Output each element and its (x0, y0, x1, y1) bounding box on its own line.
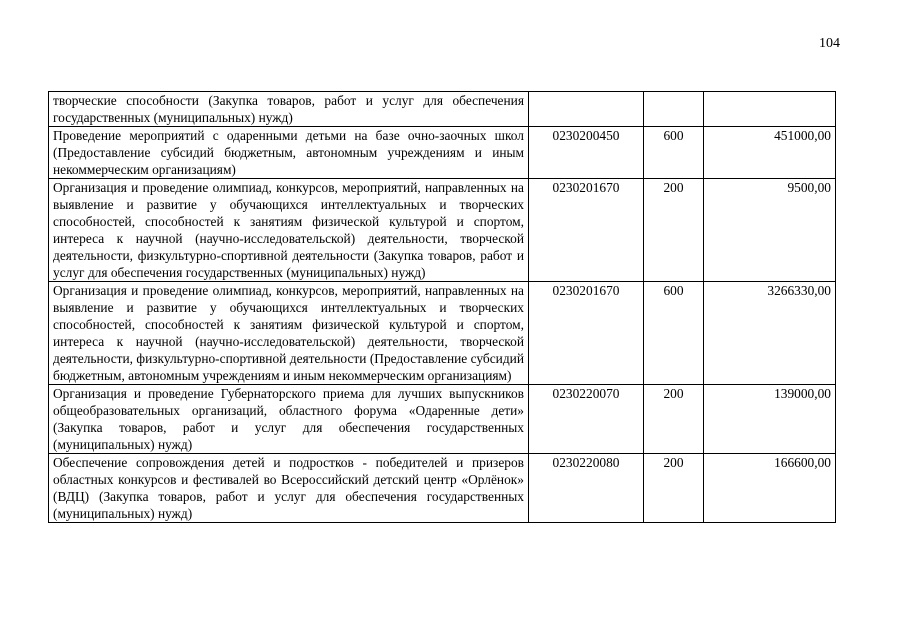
expense-type-code: 200 (644, 179, 704, 282)
target-article-code: 0230200450 (529, 127, 644, 179)
row-description: Обеспечение сопровождения детей и подростков - победителей и призеров областных конкурсов и фестивалей во Всероссийский детский центр «Орлёнок» (ВДЦ) (Закупка товаров, работ и услуг для обеспечения государственных (муниципальных) нужд) (49, 454, 529, 523)
row-description: Организация и проведение Губернаторского приема для лучших выпускников общеобразовательных организаций, областного форума «Одаренные дети» (Закупка товаров, работ и услуг для обеспечения государственных (муниципальных) нужд) (49, 385, 529, 454)
target-article-code (529, 92, 644, 127)
row-description: Организация и проведение олимпиад, конкурсов, мероприятий, направленных на выявление и развитие у обучающихся интеллектуальных и творческих способностей, способностей к занятиям физической культурой и спортом, интереса к научной (научно-исследовательской) деятельности, творческой деятельности, физкультурно-спортивной деятельности (Предоставление субсидий бюджетным, автономным учреждениям и иным некоммерческим организациям) (49, 282, 529, 385)
table-row (49, 92, 836, 127)
amount-value: 451000,00 (704, 127, 836, 179)
amount-value: 9500,00 (704, 179, 836, 282)
row-description: Организация и проведение олимпиад, конкурсов, мероприятий, направленных на выявление и развитие у обучающихся интеллектуальных и творческих способностей, способностей к занятиям физической культурой и спортом, интереса к научной (научно-исследовательской) деятельности, творческой деятельности, физкультурно-спортивной деятельности (Закупка товаров, работ и услуг для обеспечения государственных (муниципальных) нужд) (49, 179, 529, 282)
row-description: творческие способности (Закупка товаров, работ и услуг для обеспечения государственных (муниципальных) нужд) (49, 92, 529, 127)
table-row (49, 454, 836, 523)
expense-type-code: 600 (644, 282, 704, 385)
target-article-code: 0230220070 (529, 385, 644, 454)
table-row (49, 127, 836, 179)
expense-type-code: 600 (644, 127, 704, 179)
row-description: Проведение мероприятий с одаренными детьми на базе очно-заочных школ (Предоставление субсидий бюджетным, автономным учреждениям и иным некоммерческим организациям) (49, 127, 529, 179)
expense-type-code: 200 (644, 385, 704, 454)
amount-value: 139000,00 (704, 385, 836, 454)
budget-table (48, 91, 836, 523)
target-article-code: 0230201670 (529, 282, 644, 385)
amount-value: 3266330,00 (704, 282, 836, 385)
target-article-code: 0230220080 (529, 454, 644, 523)
page-number: 104 (819, 36, 840, 51)
target-article-code: 0230201670 (529, 179, 644, 282)
table-row (49, 179, 836, 282)
expense-type-code: 200 (644, 454, 704, 523)
expense-type-code (644, 92, 704, 127)
table-row (49, 282, 836, 385)
amount-value: 166600,00 (704, 454, 836, 523)
table-row (49, 385, 836, 454)
amount-value (704, 92, 836, 127)
